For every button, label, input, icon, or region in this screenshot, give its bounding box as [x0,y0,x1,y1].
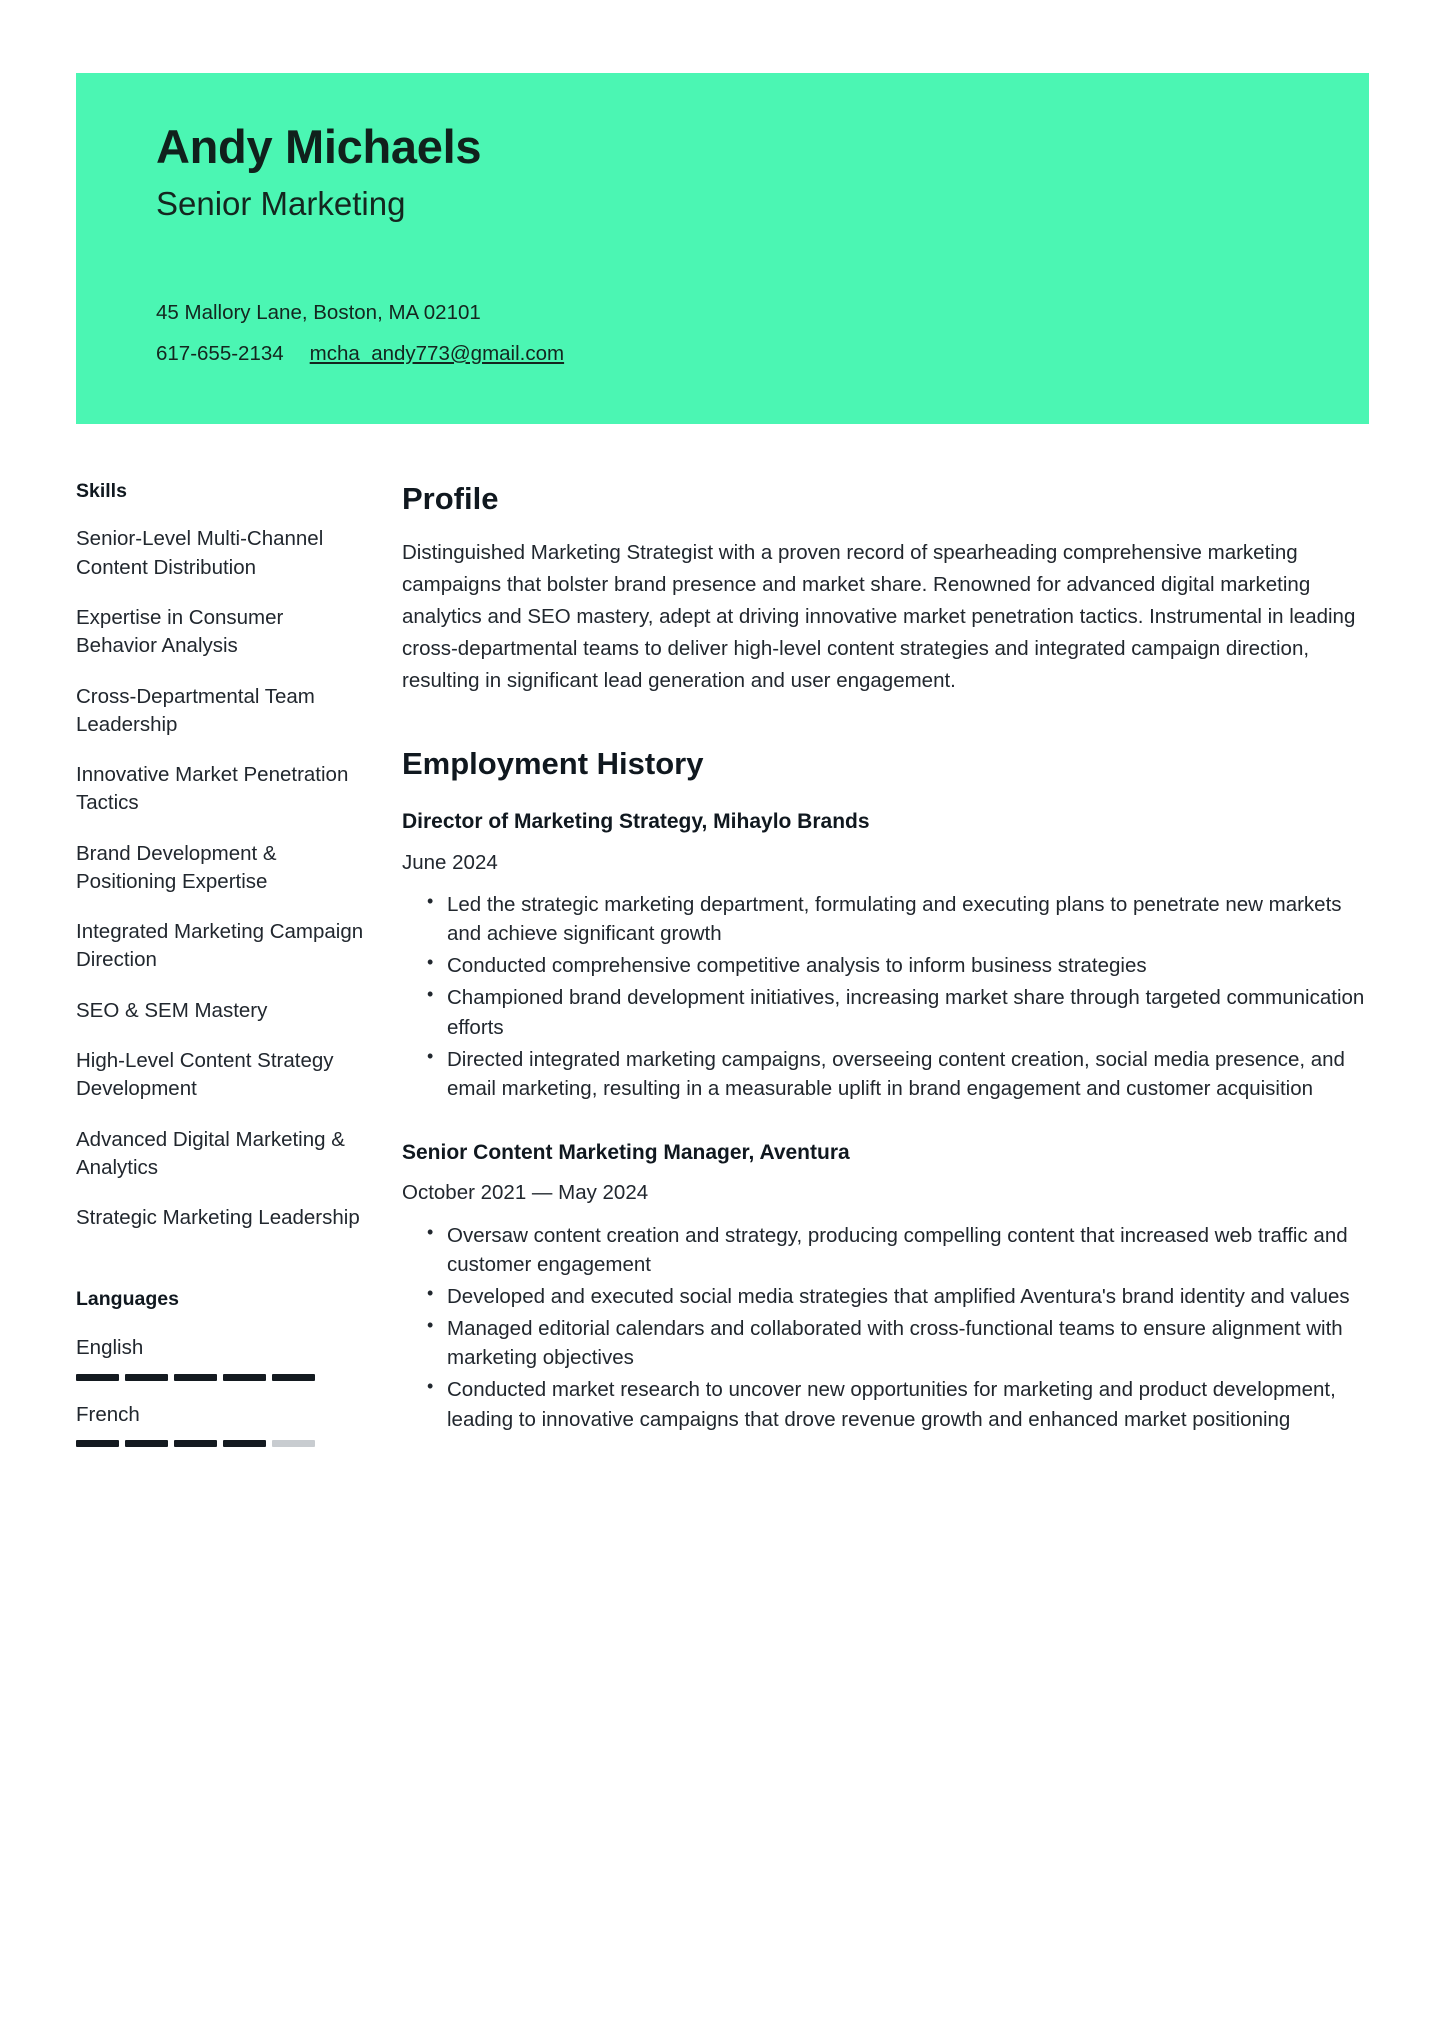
skill-item: Cross-Departmental Team Leadership [76,684,315,736]
language-level-segment [76,1440,119,1447]
job-bullet: • Developed and executed social media strategies that amplified Aventura's brand identity and values [447,1282,1368,1311]
job-bullet: • Led the strategic marketing department, formulating and executing plans to penetrate new markets and achieve significant growth [447,890,1368,948]
skills-section-heading: Skills [76,480,127,502]
job-bullet-list [402,1221,1368,1434]
language-level-segment [174,1440,217,1447]
job-title-company: Senior Content Marketing Manager, Aventura [402,1140,850,1164]
job-bullet-list [402,890,1368,1103]
employment-entry [402,808,1368,1103]
language-name: English [76,1335,144,1359]
employment-entry [402,1139,1368,1434]
language-level-segment [272,1374,315,1381]
job-bullet: • Conducted market research to uncover new opportunities for marketing and product development, leading to innovative campaigns that drove revenue growth and enhanced market positioning [447,1375,1368,1433]
language-entry [76,1334,367,1381]
job-bullet: • Oversaw content creation and strategy, producing compelling content that increased web traffic and customer engagement [447,1221,1368,1279]
job-bullet: • Directed integrated marketing campaigns, overseeing content creation, social media presence, and email marketing, resulting in a measurable uplift in brand engagement and customer acquisition [447,1045,1368,1103]
skill-item: Innovative Market Penetration Tactics [76,763,349,815]
resume-header-banner [76,73,1369,424]
job-dates: June 2024 [402,850,498,874]
language-name: French [76,1402,140,1426]
skill-item: High-Level Content Strategy Development [76,1049,334,1101]
skill-item: Integrated Marketing Campaign Direction [76,920,364,972]
job-title-company: Director of Marketing Strategy, Mihaylo Brands [402,810,870,834]
candidate-job-title: Senior Marketing [156,184,406,222]
job-bullet: • Managed editorial calendars and collaborated with cross-functional teams to ensure alignment with marketing objectives [447,1314,1368,1372]
skill-item: Expertise in Consumer Behavior Analysis [76,605,284,658]
language-level-segment [223,1374,266,1381]
profile-paragraph: Distinguished Marketing Strategist with a proven record of spearheading comprehensive marketing campaigns that bolster brand presence and market share. Renowned for advanced digital marketing analytics and SEO mastery, adept at driving innovative market penetration tactics. Instrumental in leading cross-departmental teams to deliver high-level content strategies and integrated campaign direction, resulting in significant lead generation and user engagement. [402,541,1356,693]
resume-body [0,480,1440,1467]
resume-sidebar [76,480,391,1467]
skill-item: Brand Development & Positioning Expertise [76,841,277,893]
resume-main-column [402,480,1368,1437]
profile-section-heading: Profile [402,481,499,516]
skill-item: Advanced Digital Marketing & Analytics [76,1127,345,1179]
job-bullet: • Championed brand development initiatives, increasing market share through targeted communication efforts [447,983,1368,1041]
contact-phone-email-row [156,341,1369,365]
skill-item: Senior-Level Multi-Channel Content Distribution [76,527,324,579]
language-level-segment [76,1374,119,1381]
languages-list [76,1334,367,1447]
language-level-segment [174,1374,217,1381]
job-dates: October 2021 — May 2024 [402,1181,649,1205]
skills-list [76,525,367,1232]
skill-item: Strategic Marketing Leadership [76,1206,360,1230]
employment-section-heading: Employment History [402,746,704,782]
skill-item: SEO & SEM Mastery [76,998,268,1022]
contact-phone: 617-655-2134 [156,341,284,365]
languages-section-heading: Languages [76,1288,179,1311]
job-bullet: • Conducted comprehensive competitive analysis to inform business strategies [447,951,1368,980]
language-level-segment [125,1374,168,1381]
language-level-bar [76,1440,315,1447]
contact-email-link[interactable]: mcha_andy773@gmail.com [309,341,565,365]
contact-details [156,303,1369,364]
language-level-segment [272,1440,315,1447]
language-level-bar [76,1374,315,1381]
contact-address: 45 Mallory Lane, Boston, MA 02101 [156,301,481,325]
language-level-segment [223,1440,266,1447]
candidate-name: Andy Michaels [156,120,482,173]
language-entry [76,1401,367,1448]
language-level-segment [125,1440,168,1447]
